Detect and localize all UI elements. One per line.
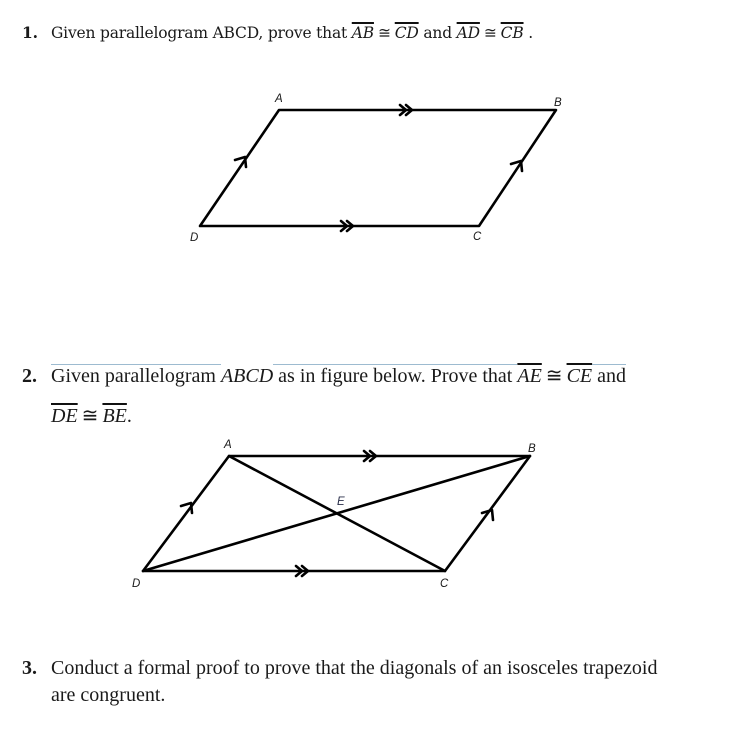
problem-3 (22, 655, 657, 709)
parallelogram-abcd (200, 110, 556, 226)
segment-ad: $\overline{AD}$ (456, 24, 480, 42)
problem-number: 3. (22, 657, 37, 679)
segment-ce: $\overline{CE}$ (566, 365, 593, 387)
problem-3-line-1 (22, 655, 657, 682)
segment-ab: $\overline{AB}$ (351, 24, 374, 42)
problem-text: Given parallelogram ABCD, prove that (51, 24, 352, 42)
congruent-symbol: ≅ (81, 405, 99, 427)
vertex-label-a: A (275, 93, 283, 105)
vertex-label-c: C (440, 578, 449, 590)
congruent-symbol: ≅ (545, 365, 563, 387)
vertex-label-d: D (190, 232, 199, 244)
period: . (528, 24, 533, 42)
problem-3-line-2 (22, 682, 657, 709)
congruent-symbol: ≅ (483, 24, 497, 42)
congruent-symbol: ≅ (377, 24, 391, 42)
problem-2-line-2 (22, 396, 626, 436)
vertex-label-a: A (224, 439, 232, 451)
segment-cb: $\overline{CB}$ (500, 24, 524, 42)
vertex-label-d: D (132, 578, 141, 590)
problem-2 (22, 356, 626, 436)
figure-2-parallelogram (132, 439, 536, 590)
diagonal-db (143, 456, 530, 571)
problem-text: Given parallelogram (51, 365, 221, 387)
problem-2-line-1 (22, 356, 626, 396)
segment-cd: $\overline{CD}$ (394, 24, 419, 42)
segment-be: $\overline{BE}$ (102, 405, 127, 427)
segment-de: $\overline{DE}$ (51, 405, 78, 427)
problem-text-and: and (592, 365, 627, 387)
problem-text-and: and (418, 24, 457, 42)
vertex-label-b: B (528, 443, 536, 455)
period: . (126, 405, 132, 427)
vertex-label-c: C (473, 231, 482, 243)
vertex-label-b: B (554, 97, 562, 109)
problem-text: as in figure below. Prove that (273, 365, 518, 387)
problem-number: 1. (22, 23, 38, 42)
segment-ae: $\overline{AE}$ (517, 365, 542, 387)
problem-text: Conduct a formal proof to prove that the diagonals of an isosceles trapezoid (51, 657, 658, 679)
parallelogram-name: ABCD (220, 365, 274, 387)
intersection-label-e: E (337, 496, 345, 508)
problem-text: are congruent. (51, 684, 166, 706)
problem-number: 2. (22, 365, 37, 387)
